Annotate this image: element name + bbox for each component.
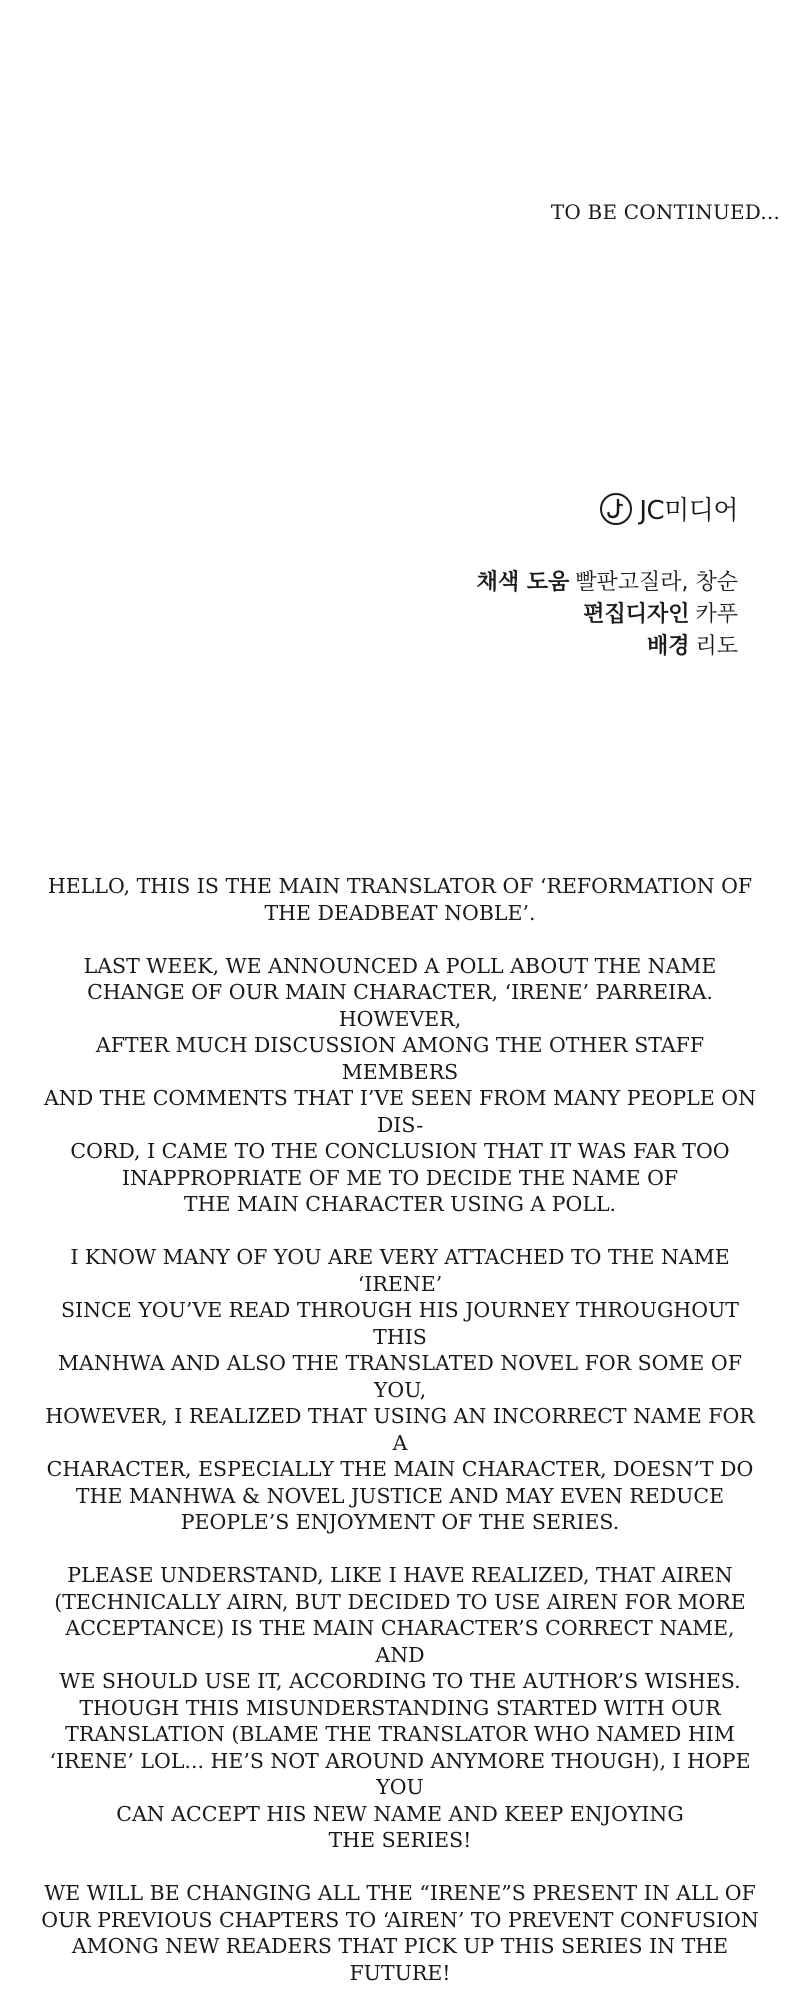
publisher-logo [477,490,738,527]
jc-logo-icon [599,492,633,526]
credit-line-coloring [477,567,738,599]
note-paragraph: HELLO, THIS IS THE MAIN TRANSLATOR OF ‘REFORMATION OF THE DEADBEAT NOBLE’. [47,874,753,925]
note-paragraph: LAST WEEK, WE ANNOUNCED A POLL ABOUT THE NAME CHANGE OF OUR MAIN CHARACTER, ‘IRENE’ PARREIRA. HOWEVER, AFTER MUCH DISCUSSION AMONG THE OTHER STAFF MEMBERS AND THE COMMENTS THAT I’VE SEEN FROM MANY PEOPLE ON DIS- CORD, I CAME TO THE CONCLUSION THAT IT WAS FAR TOO INAPPROPRIATE OF ME TO DECIDE THE NAME OF THE MAIN CHARACTER USING A POLL. [43,953,757,1216]
credit-names: 빨판고질라, 창순 [575,570,738,595]
credit-role: 채색 도움 [476,570,570,595]
publisher-logo-text: JC미디어 [639,496,738,526]
credit-names: 리도 [695,634,738,659]
note-paragraph: PLEASE UNDERSTAND, LIKE I HAVE REALIZED, THAT AIREN (TECHNICALLY AIRN, BUT DECIDED TO USE AIREN FOR MORE ACCEPTANCE) IS THE MAIN CHARACTER’S CORRECT NAME, AND WE SHOULD USE IT, ACCORDING TO THE AUTHOR’S WISHES. THOUGH THIS MISUNDERSTANDING STARTED WITH OUR TRANSLATION (BLAME THE TRANSLATOR WHO NAMED HIM ‘IRENE’ LOL... HE’S NOT AROUND ANYMORE THOUGH), I HOPE YOU CAN ACCEPT HIS NEW NAME AND KEEP ENJOYING THE SERIES! [49,1563,751,1852]
credit-role: 편집디자인 [583,602,690,627]
to-be-continued-text: TO BE CONTINUED... [550,200,780,224]
note-paragraph: WE WILL BE CHANGING ALL THE “IRENE”S PRESENT IN ALL OF OUR PREVIOUS CHAPTERS TO ‘AIREN’ TO PREVENT CONFUSION AMONG NEW READERS THAT PICK UP THIS SERIES IN THE FUTURE! [41,1881,759,1985]
translator-note [40,873,760,2013]
note-paragraph: I KNOW MANY OF YOU ARE VERY ATTACHED TO THE NAME ‘IRENE’ SINCE YOU’VE READ THROUGH HIS JOURNEY THROUGHOUT THIS MANHWA AND ALSO THE TRANSLATED NOVEL FOR SOME OF YOU, HOWEVER, I REALIZED THAT USING AN INCORRECT NAME FOR A CHARACTER, ESPECIALLY THE MAIN CHARACTER, DOESN’T DO THE MANHWA & NOVEL JUSTICE AND MAY EVEN REDUCE PEOPLE’S ENJOYMENT OF THE SERIES. [45,1245,755,1534]
credit-line-editing-design [477,599,738,631]
credit-names: 카푸 [695,602,738,627]
credit-role: 배경 [646,634,690,659]
credits-block [477,490,738,663]
credit-line-background [477,631,738,663]
